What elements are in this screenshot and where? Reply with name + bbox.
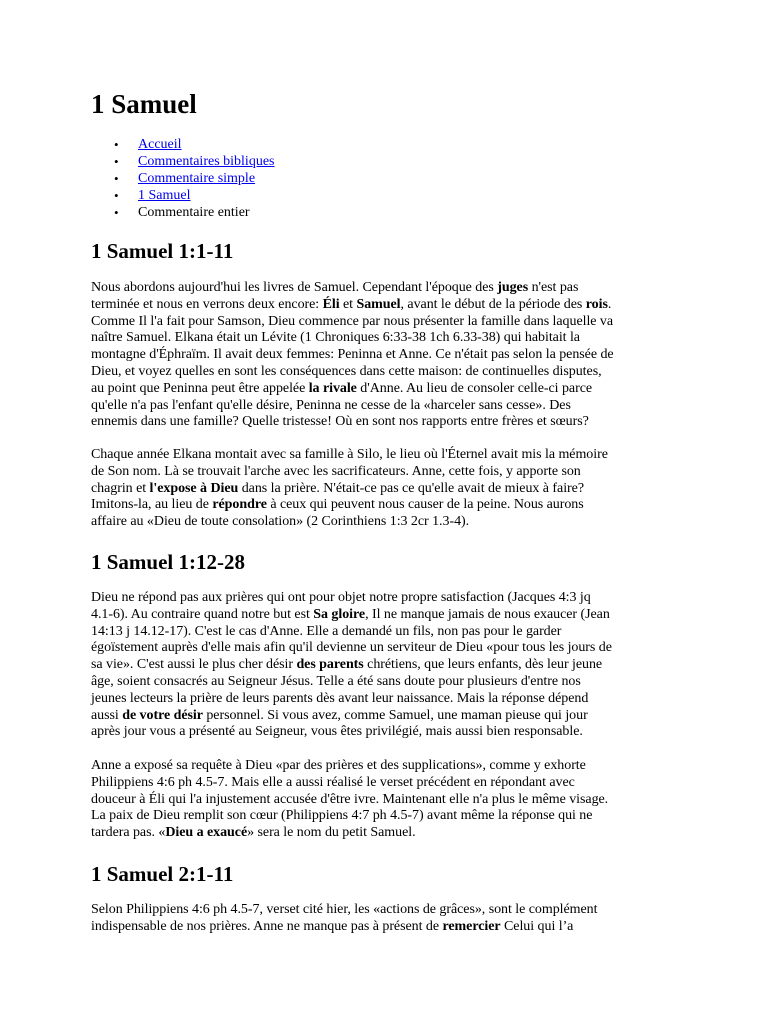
text-run: , Il ne manque jamais de nous exaucer (Jean xyxy=(365,606,610,622)
text-run: naître Samuel. Elkana était un Lévite (1 Chroniques 6:33-38 1ch 6.33-38) qui habitait la xyxy=(91,330,580,346)
text-run: Philippiens 4:6 ph 4.5-7. Mais elle a aussi réalisé le verset précédent en répondant avec xyxy=(91,774,575,790)
text-line xyxy=(91,607,610,622)
text-line xyxy=(91,381,592,396)
text-line xyxy=(91,758,586,773)
text-line xyxy=(91,825,416,840)
breadcrumb-item-commentaires[interactable] xyxy=(138,153,274,170)
text-run: terminée et nous en verrons deux encore: xyxy=(91,296,323,312)
text-line xyxy=(91,314,613,329)
bold-text: Dieu a exaucé xyxy=(165,825,248,841)
text-line xyxy=(91,364,602,379)
section-2-paragraph-2 xyxy=(91,758,681,842)
section-3-paragraph-1 xyxy=(91,902,681,936)
text-run: » sera le nom du petit Samuel. xyxy=(247,825,416,841)
text-line xyxy=(91,708,588,723)
text-run: , avant le début de la période des xyxy=(400,296,586,312)
text-line xyxy=(91,624,561,639)
text-run: Chaque année Elkana montait avec sa famille à Silo, le lieu où l'Éternel avait mis la mémoire xyxy=(91,447,608,462)
text-run: Anne a exposé sa requête à Dieu «par des prières et des supplications», comme y exhorte xyxy=(91,758,586,773)
breadcrumb-link-1-samuel[interactable]: 1 Samuel xyxy=(138,188,191,203)
section-heading-2: 1 Samuel 1:12-28 xyxy=(91,550,245,574)
text-line xyxy=(91,724,583,739)
text-run: La paix de Dieu remplit son cœur (Philippiens 4:7 ph 4.5-7) avant même la réponse qui ne xyxy=(91,808,593,824)
text-run: âge, soient consacrés au Seigneur Jésus. Telle a été sans doute pour plusieurs d'entre nos xyxy=(91,673,581,689)
text-line xyxy=(91,447,608,462)
bold-text: Éli xyxy=(322,296,340,312)
text-run: affaire au «Dieu de toute consolation» (2 Corinthiens 1:3 2cr 1.3-4). xyxy=(91,514,470,530)
section-1-paragraph-2 xyxy=(91,447,681,531)
text-run: à ceux qui peuvent nous causer de la peine. Nous aurons xyxy=(266,497,584,513)
text-run: d'Anne. Au lieu de consoler celle-ci parce xyxy=(356,380,593,396)
breadcrumb-item-current xyxy=(138,204,274,221)
text-run: personnel. Si vous avez, comme Samuel, une maman pieuse qui jour xyxy=(202,707,588,723)
breadcrumb-link-home[interactable]: Accueil xyxy=(138,137,182,152)
text-run: chrétiens, que leurs enfants, dès leur jeune xyxy=(363,657,603,673)
text-run: Selon Philippiens 4:6 ph 4.5-7, verset cité hier, les «actions de grâces», sont le complément xyxy=(91,902,598,917)
text-line xyxy=(91,902,597,917)
text-line xyxy=(91,691,588,706)
text-line xyxy=(91,347,614,362)
text-run: après jour vous a présenté au Seigneur, vous êtes privilégié, mais aussi bien responsable. xyxy=(91,724,583,740)
bold-text: des parents xyxy=(296,657,364,673)
text-line xyxy=(91,464,581,479)
breadcrumb-item-1-samuel[interactable] xyxy=(138,187,274,204)
page-title: 1 Samuel xyxy=(91,89,197,119)
text-line xyxy=(91,330,580,345)
section-heading-1: 1 Samuel 1:1-11 xyxy=(91,239,234,263)
text-run: indispensable de nos prières. Anne ne manque pas à présent de xyxy=(91,918,443,934)
bold-text: la rivale xyxy=(308,380,357,396)
text-line xyxy=(91,657,602,672)
text-line xyxy=(91,919,573,934)
breadcrumb-current-label: Commentaire entier xyxy=(138,205,250,220)
text-run: et xyxy=(339,296,357,312)
text-line xyxy=(91,775,575,790)
section-1-paragraph-1 xyxy=(91,280,681,431)
text-line xyxy=(91,792,608,807)
text-run: douceur à Éli qui l'a injustement accusée d'être ivre. Maintenant elle n'a plus le même visage. xyxy=(91,791,609,807)
text-line xyxy=(91,497,584,512)
breadcrumb xyxy=(91,136,274,221)
text-run: aussi xyxy=(91,707,123,723)
text-run: Dieu, et voyez quelles en sont les conséquences dans cette maison: de continuelles disputes, xyxy=(91,363,602,379)
text-line xyxy=(91,297,611,312)
breadcrumb-item-home[interactable] xyxy=(138,136,274,153)
breadcrumb-item-commentaire-simple[interactable] xyxy=(138,170,274,187)
text-line xyxy=(91,481,584,496)
text-run: n'est pas xyxy=(528,280,579,295)
text-run: tardera pas. « xyxy=(91,825,166,841)
text-run: . xyxy=(607,296,612,312)
text-run: Nous abordons aujourd'hui les livres de Samuel. Cependant l'époque des xyxy=(91,280,498,295)
bold-text: juges xyxy=(497,280,529,295)
text-run: ennemis dans une famille? Quelle tristesse! Où en sont nos rapports entre frères et sœurs? xyxy=(91,414,589,430)
text-run: dans la prière. N'était-ce pas ce qu'elle avait de mieux à faire? xyxy=(238,480,584,496)
bold-text: l'expose à Dieu xyxy=(149,480,239,496)
text-line xyxy=(91,280,578,295)
breadcrumb-link-commentaire-simple[interactable]: Commentaire simple xyxy=(138,171,256,186)
text-run: jeunes lecteurs la prière de leurs parents dès avant leur naissance. Mais la réponse dépend xyxy=(91,690,589,706)
text-line xyxy=(91,590,591,605)
text-run: Imitons-la, au lieu de xyxy=(91,497,213,513)
text-run: sa vie». C'est aussi le plus cher désir xyxy=(91,657,297,673)
text-run: 4.1-6). Au contraire quand notre but est xyxy=(91,606,314,622)
bold-text: répondre xyxy=(212,497,267,513)
text-run: chagrin et xyxy=(91,480,150,496)
text-line xyxy=(91,640,612,655)
bold-text: remercier xyxy=(442,918,501,934)
section-heading-3: 1 Samuel 2:1-11 xyxy=(91,862,234,886)
text-run: au point que Peninna peut être appelée xyxy=(91,380,309,396)
text-line xyxy=(91,398,571,413)
text-line xyxy=(91,514,469,529)
text-run: Celui qui l’a xyxy=(500,918,574,934)
text-run: Comme Il l'a fait pour Samson, Dieu commence par nous présenter la famille dans laquelle va xyxy=(91,313,614,329)
bold-text: rois xyxy=(585,296,608,312)
text-line xyxy=(91,414,589,429)
text-run: 14:13 j 14.12-17). C'est le cas d'Anne. Elle a demandé un fils, non pas pour le garder xyxy=(91,623,562,639)
text-run: de Son nom. Là se trouvait l'arche avec les sacrificateurs. Anne, cette fois, y apporte son xyxy=(91,463,581,479)
section-2-paragraph-1 xyxy=(91,590,681,741)
text-line xyxy=(91,674,581,689)
text-line xyxy=(91,808,592,823)
text-run: égoïstement auprès d'elle mais afin qu'il devienne un serviteur de Dieu «pour tous les jours de xyxy=(91,640,612,656)
bold-text: Samuel xyxy=(356,296,401,312)
text-run: Dieu ne répond pas aux prières qui ont pour objet notre propre satisfaction (Jacques 4:3 jq xyxy=(91,590,591,605)
text-run: montagne d'Éphraïm. Il avait deux femmes: Peninna et Anne. Ce n'était pas selon la pensée de xyxy=(91,347,614,363)
text-run: qu'elle n'a pas l'enfant qu'elle désire, Peninna ne cesse de la «harceler sans cesse». Des xyxy=(91,397,571,413)
bold-text: de votre désir xyxy=(122,707,203,723)
breadcrumb-link-commentaires[interactable]: Commentaires bibliques xyxy=(138,154,275,169)
bold-text: Sa gloire xyxy=(313,606,366,622)
